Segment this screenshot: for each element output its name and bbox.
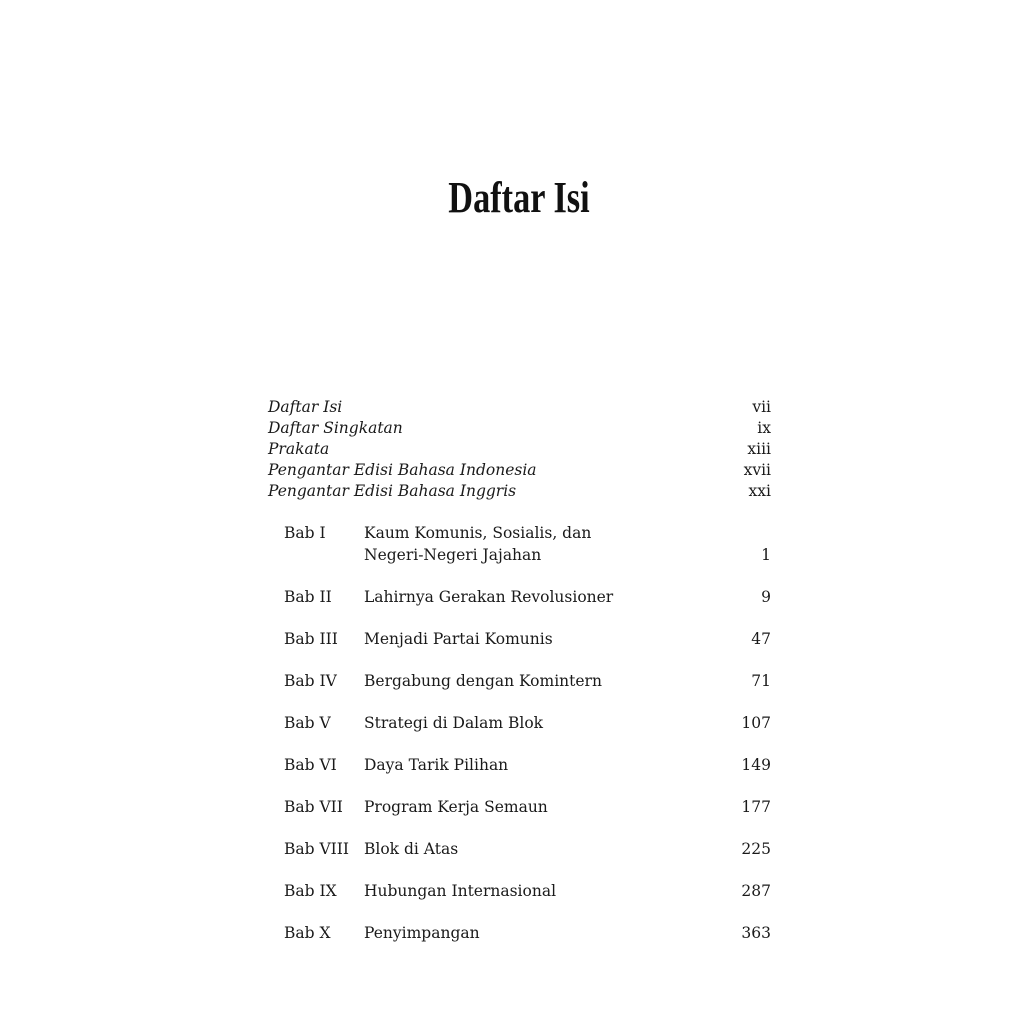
chapter-number: Bab X <box>284 924 331 942</box>
chapter-entry <box>284 713 771 755</box>
front-matter-page: xiii <box>747 440 771 458</box>
chapter-list <box>284 523 771 965</box>
front-matter-item <box>268 481 771 502</box>
front-matter-page: xvii <box>743 461 771 479</box>
front-matter-page: xxi <box>748 482 771 500</box>
chapter-title <box>364 523 664 566</box>
front-matter-item <box>268 397 771 418</box>
chapter-entry <box>284 755 771 797</box>
front-matter-page: vii <box>752 398 771 416</box>
chapter-number: Bab VIII <box>284 840 350 858</box>
chapter-number: Bab V <box>284 714 331 732</box>
front-matter-page: ix <box>757 419 771 437</box>
chapter-page: 71 <box>751 672 771 690</box>
chapter-title: Bergabung dengan Komintern <box>364 672 602 690</box>
chapter-entry <box>284 523 771 587</box>
chapter-page: 287 <box>741 882 771 900</box>
chapter-page: 225 <box>741 840 771 858</box>
chapter-number: Bab IV <box>284 672 337 690</box>
front-matter-list <box>268 397 771 502</box>
chapter-title: Daya Tarik Pilihan <box>364 756 509 774</box>
chapter-entry <box>284 881 771 923</box>
chapter-page: 9 <box>761 588 771 606</box>
chapter-title: Lahirnya Gerakan Revolusioner <box>364 588 614 606</box>
chapter-number: Bab IX <box>284 882 337 900</box>
chapter-number: Bab II <box>284 588 332 606</box>
chapter-title: Strategi di Dalam Blok <box>364 714 544 732</box>
front-matter-label: Pengantar Edisi Bahasa Inggris <box>268 482 517 500</box>
chapter-page: 363 <box>741 924 771 942</box>
chapter-entry <box>284 629 771 671</box>
chapter-page: 177 <box>741 798 771 816</box>
chapter-title: Blok di Atas <box>364 840 459 858</box>
chapter-page: 47 <box>751 630 771 648</box>
chapter-title: Menjadi Partai Komunis <box>364 630 553 648</box>
front-matter-label: Prakata <box>268 440 330 458</box>
chapter-number: Bab I <box>284 524 326 542</box>
front-matter-item <box>268 418 771 439</box>
chapter-number: Bab VII <box>284 798 343 816</box>
chapter-title: Penyimpangan <box>364 924 480 942</box>
chapter-title: Hubungan Internasional <box>364 882 557 900</box>
chapter-number: Bab III <box>284 630 338 648</box>
chapter-entry <box>284 797 771 839</box>
chapter-title: Program Kerja Semaun <box>364 798 548 816</box>
chapter-entry <box>284 587 771 629</box>
chapter-page: 1 <box>761 545 771 564</box>
chapter-entry <box>284 671 771 713</box>
page-title: Daftar Isi <box>448 173 590 222</box>
chapter-number: Bab VI <box>284 756 337 774</box>
front-matter-label: Daftar Singkatan <box>268 419 403 437</box>
chapter-entry <box>284 923 771 965</box>
front-matter-item <box>268 439 771 460</box>
front-matter-item <box>268 460 771 481</box>
front-matter-label: Pengantar Edisi Bahasa Indonesia <box>268 461 537 479</box>
chapter-page: 107 <box>741 714 771 732</box>
chapter-title-line: Negeri-Negeri Jajahan <box>364 545 542 564</box>
front-matter-label: Daftar Isi <box>268 398 343 416</box>
chapter-page: 149 <box>741 756 771 774</box>
chapter-entry <box>284 839 771 881</box>
chapter-title-line: Kaum Komunis, Sosialis, dan <box>364 524 592 542</box>
